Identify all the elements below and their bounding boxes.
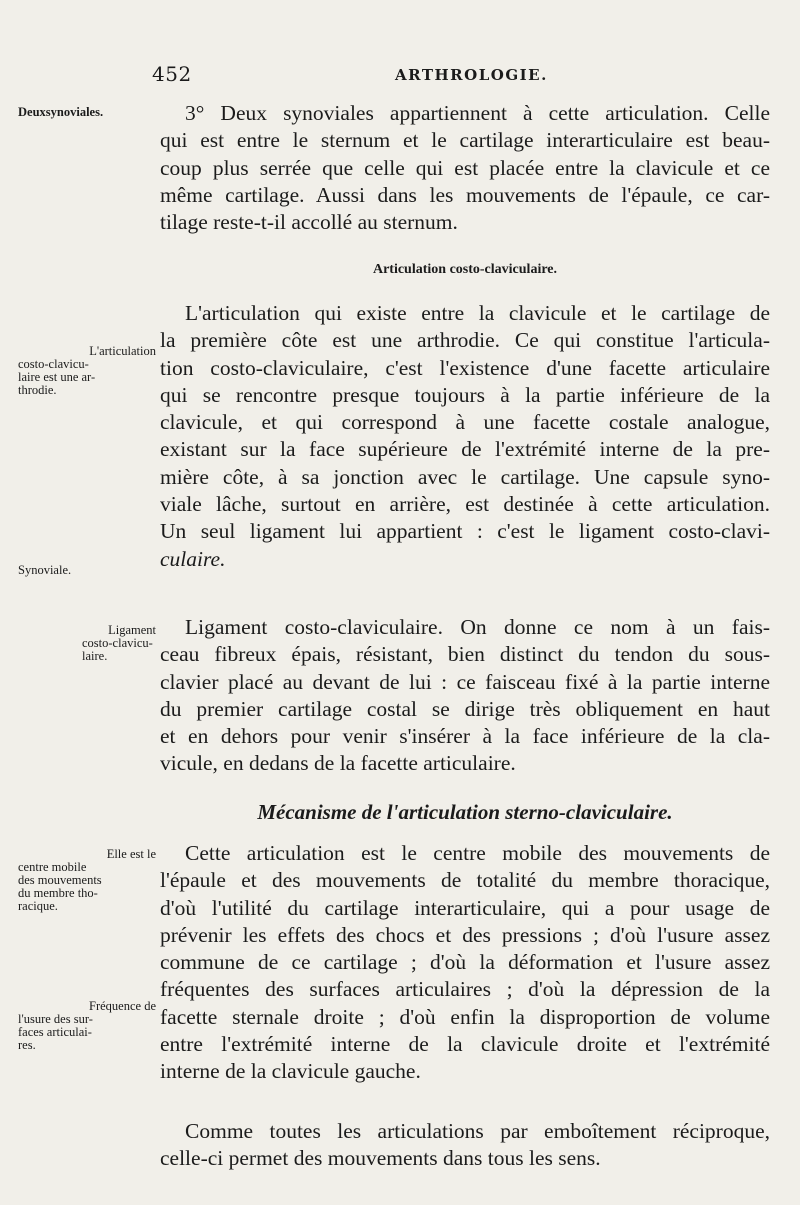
margin-note-line: Synoviale. — [18, 563, 72, 577]
running-title: ARTHROLOGIE. — [395, 66, 548, 84]
margin-note-line: laire. — [82, 649, 108, 663]
text-line: l'épaule et des mouvements de totalité du membre thoracique, — [160, 868, 770, 893]
paragraph-deux-synoviales — [160, 100, 770, 236]
paragraph-ligament-costo-claviculaire — [160, 614, 770, 778]
text-line: L'articulation qui existe entre la clavicule et le cartilage de — [185, 301, 770, 325]
margin-note-line: du membre tho- — [18, 886, 98, 900]
text-line: facette sternale droite ; d'où enfin la disproportion de volume — [160, 1004, 770, 1029]
margin-note-line: Elle est le — [106, 847, 156, 861]
text-line: qui se rencontre presque toujours à la partie inférieure de la — [160, 382, 770, 407]
text-line: ceau fibreux épais, résistant, bien distinct du tendon du sous- — [160, 642, 770, 667]
text-line: clavicule, et qui correspond à une facette costale analogue, — [160, 410, 770, 435]
text-line: qui est entre le sternum et le cartilage interarticulaire est beau- — [160, 128, 770, 153]
margin-note-line: costo-clavicu- — [18, 357, 89, 371]
text-line: celle-ci permet des mouvements dans tous les sens. — [160, 1146, 601, 1171]
margin-note-ligament — [18, 624, 156, 663]
margin-note-synoviale — [18, 564, 156, 577]
text-line: Cette articulation est le centre mobile des mouvements de — [185, 841, 770, 865]
text-line: fréquentes des surfaces articulaires ; d'où la dépression de la — [160, 977, 770, 1002]
text-line: d'où l'utilité du cartilage interarticulaire, qui a pour usage de — [160, 895, 770, 920]
text-line: Comme toutes les articulations par emboîtement réciproque, — [185, 1119, 770, 1143]
margin-note-line: L'articulation — [89, 344, 156, 358]
text-line: mière côte, à sa jonction avec le cartilage. Une capsule syno- — [160, 464, 770, 489]
text-line: 3° Deux synoviales appartiennent à cette articulation. Celle — [185, 101, 770, 125]
margin-note-line: throdie. — [18, 383, 57, 397]
text-line: commune de ce cartilage ; d'où la déformation et l'usure assez — [160, 950, 770, 975]
text-line: même cartilage. Aussi dans les mouvements de l'épaule, ce car- — [160, 182, 770, 207]
paragraph-articulation-costo-claviculaire — [160, 300, 770, 573]
text-line: vicule, en dedans de la facette articulaire. — [160, 751, 516, 776]
margin-note-line: Fréquence de — [89, 999, 156, 1013]
text-line: coup plus serrée que celle qui est placée entre la clavicule et ce — [160, 155, 770, 180]
page-number: 452 — [152, 62, 192, 86]
subheading-articulation-costo-claviculaire: Articulation costo-claviculaire. — [372, 262, 558, 277]
text-line: entre l'extrémité interne de la clavicule droite et l'extrémité — [160, 1032, 770, 1057]
margin-note-line: Deuxsynoviales. — [18, 105, 104, 119]
text-line: viale lâche, surtout en arrière, est destinée à cette articulation. — [160, 492, 770, 517]
margin-note-line: racique. — [18, 899, 58, 913]
text-line: du premier cartilage costal se dirige très obliquement en haut — [160, 696, 770, 721]
text-line: prévenir les effets des chocs et des pressions ; d'où l'usure assez — [160, 922, 770, 947]
text-line: clavier placé au devant de lui : ce faisceau fixé à la partie interne — [160, 669, 770, 694]
margin-note-centre-mobile — [18, 848, 156, 913]
text-line: interne de la clavicule gauche. — [160, 1059, 421, 1084]
text-line: la première côte est une arthrodie. Ce qui constitue l'articula- — [160, 328, 770, 353]
text-line: tilage reste-t-il accollé au sternum. — [160, 210, 458, 235]
margin-note-line: l'usure des sur- — [18, 1012, 93, 1026]
margin-note-line: res. — [18, 1038, 36, 1052]
margin-note-line: centre mobile — [18, 860, 87, 874]
text-line: Un seul ligament lui appartient : c'est le ligament costo-clavi- — [160, 519, 770, 544]
margin-note-arthrodie — [18, 345, 156, 397]
text-line: Ligament costo-claviculaire. On donne ce nom à un fais- — [185, 615, 770, 639]
page-header — [150, 62, 760, 98]
margin-note-line: des mouvements — [18, 873, 102, 887]
margin-note-line: costo-clavicu- — [82, 636, 153, 650]
subheading-mecanisme: Mécanisme de l'articulation sterno-claviculaire. — [257, 800, 673, 824]
text-line: tion costo-claviculaire, c'est l'existence d'une facette articulaire — [160, 355, 770, 380]
text-line: existant sur la face supérieure de l'extrémité interne de la pre- — [160, 437, 770, 462]
paragraph-mecanisme — [160, 840, 770, 1086]
paragraph-conclusion — [160, 1118, 770, 1173]
text-line: culaire. — [160, 546, 226, 571]
margin-note-frequence — [18, 1000, 156, 1052]
margin-note-line: faces articulai- — [18, 1025, 92, 1039]
margin-note-line: laire est une ar- — [18, 370, 96, 384]
margin-note-deux-synoviales — [18, 106, 156, 119]
text-line: et en dehors pour venir s'insérer à la face inférieure de la cla- — [160, 724, 770, 749]
margin-note-line: Ligament — [108, 623, 156, 637]
